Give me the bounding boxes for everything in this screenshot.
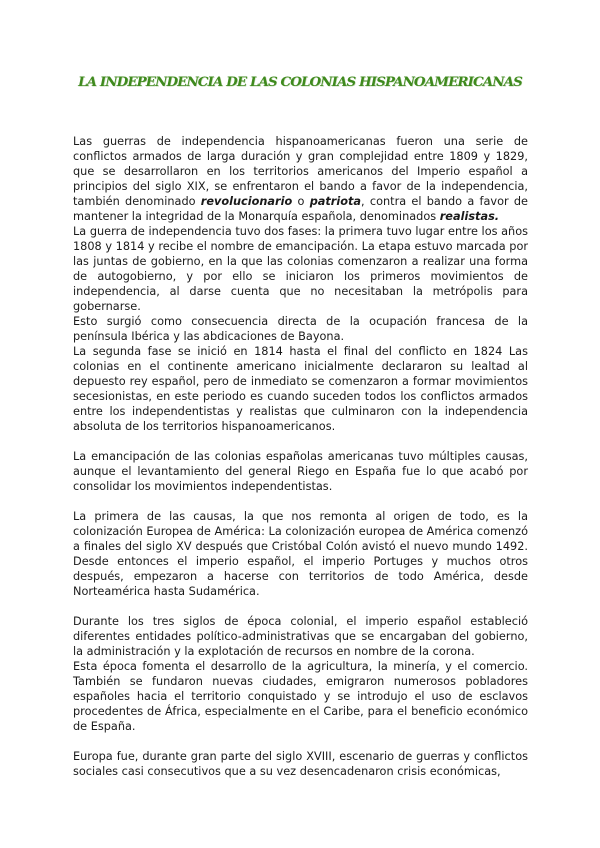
paragraph-first-phase: La guerra de independencia tuvo dos fases: la primera tuvo lugar entre los años 1808 y 1814 y recibe el nombre de emancipación. La etapa estuvo marcada por las juntas de gobierno, en la que las colonias comenzaron a realizar una forma de autogobierno, y por ello se iniciaron los primeros movimientos de independencia, al darse cuenta que no necesitaban la metrópolis para gobernarse.: [73, 225, 528, 313]
paragraph-colonization: La primera de las causas, la que nos remonta al origen de todo, es la colonización Europea de América: La colonización europea de América comenzó a finales del siglo XV después que Cristóbal Colón avistó el nuevo mundo 1492. Desde entonces el imperio español, el imperio Portuges y muchos otros después, empezaron a hacerse con territorios de todo América, desde Norteamérica hasta Sudamérica.: [73, 510, 528, 598]
paragraph-causes: La emancipación de las colonias españolas americanas tuvo múltiples causas, aunque el levantamiento del general Riego en España fue lo que acabó por consolidar los movimientos independentistas.: [73, 450, 528, 493]
term-realistas: realistas.: [439, 210, 500, 223]
paragraph-europe: Europa fue, durante gran parte del siglo XVIII, escenario de guerras y conflictos sociales casi consecutivos que a su vez desencadenaron crisis económicas,: [73, 750, 528, 778]
term-revolucionario: revolucionario: [200, 195, 293, 208]
intro-text-b: o: [292, 195, 310, 208]
document-body: [73, 134, 528, 779]
term-patriota: patriota: [309, 195, 362, 208]
document-title: LA INDEPENDENCIA DE LAS COLONIAS HISPANOAMERICANAS: [78, 74, 522, 90]
paragraph-colonial-era: Durante los tres siglos de época colonial, el imperio español estableció diferentes entidades político-administrativas que se encargaban del gobierno, la administración y la explotación de recursos en nombre de la corona.: [73, 615, 528, 658]
intro-text-c: , contra el bando a favor de mantener la integridad de la Monarquía española, denominados: [73, 195, 529, 223]
intro-text-a: Las guerras de independencia hispanoamericanas fueron una serie de conflictos armados de larga duración y gran complejidad entre 1809 y 1829, que se desarrollaron en los territorios americanos del Imperio español a principios del siglo XIX, se enfrentaron el bando a favor de la independencia, también denominado: [73, 135, 528, 208]
paragraph-french-occupation: Esto surgió como consecuencia directa de la ocupación francesa de la península Ibérica y las abdicaciones de Bayona.: [73, 315, 528, 343]
paragraph-economy: Esta época fomenta el desarrollo de la agricultura, la minería, y el comercio. También se fundaron nuevas ciudades, emigraron numerosos pobladores españoles hacia el territorio conquistado y se introdujo el uso de esclavos procedentes de África, especialmente en el Caribe, para el beneficio económico de España.: [73, 660, 528, 733]
paragraph-intro: [73, 134, 528, 224]
paragraph-second-phase: La segunda fase se inició en 1814 hasta el final del conflicto en 1824 Las colonias en el continente americano inicialmente declararon su lealtad al depuesto rey español, pero de inmediato se comenzaron a formar movimientos secesionistas, en este periodo es cuando suceden todos los conflictos armados entre los independentistas y realistas que culminaron con la independencia absoluta de los territorios hispanoamericanos.: [73, 345, 528, 433]
